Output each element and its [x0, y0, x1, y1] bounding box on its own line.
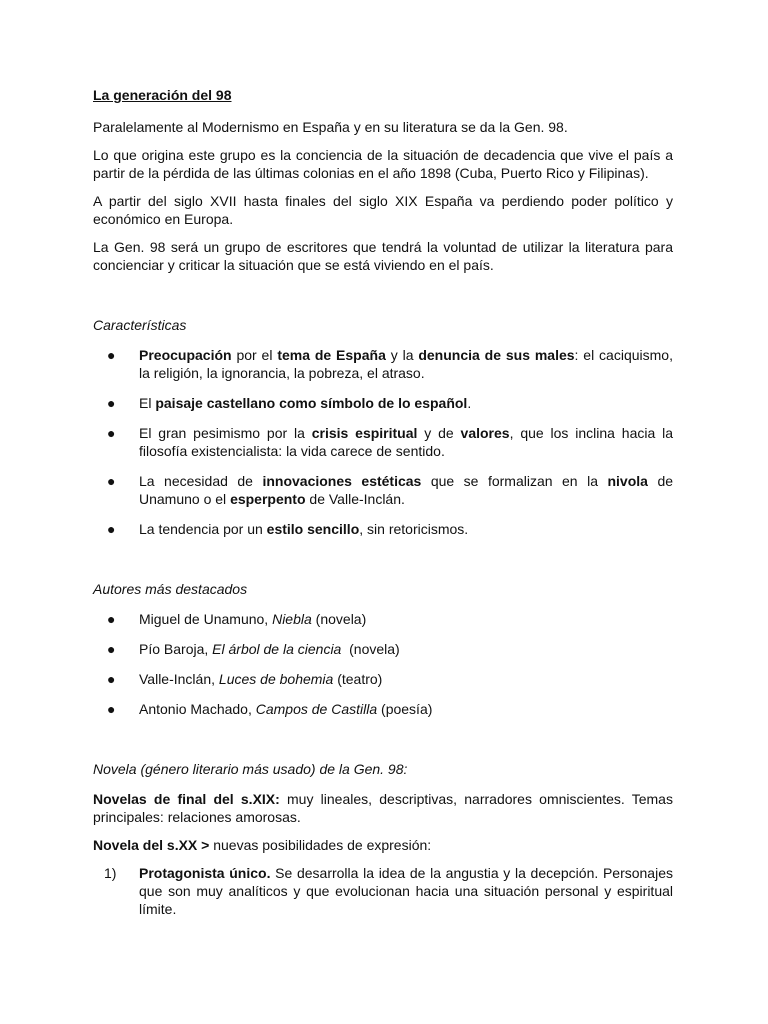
author-name: Pío Baroja,: [139, 641, 213, 657]
text-run: por el: [231, 347, 278, 363]
list-item: [93, 640, 673, 658]
text-run: La tendencia por un: [139, 521, 267, 537]
paragraph-intro: Paralelamente al Modernismo en España y en su literatura se da la Gen. 98.: [93, 119, 568, 135]
list-item: [93, 424, 673, 460]
section-heading-autores: Autores más destacados: [93, 581, 248, 597]
bold-term: nivola: [607, 473, 648, 489]
spacer: [93, 730, 673, 760]
novela-numbered-list: [93, 864, 673, 918]
text-run: , que los inclina hacia la filosofía existencialista: la vida carece de sentido.: [139, 425, 674, 459]
list-item: [93, 610, 673, 628]
bold-term: paisaje castellano como símbolo de lo español: [155, 395, 468, 411]
bold-term: Preocupación: [139, 347, 232, 363]
text-run: muy lineales, descriptivas, narradores omniscientes. Temas principales: relaciones amorosas.: [93, 791, 673, 825]
work-genre: (poesía): [377, 701, 433, 717]
list-number: 1): [104, 865, 117, 881]
section-heading-novela: Novela (género literario más usado) de la Gen. 98:: [93, 761, 408, 777]
bold-term: crisis espiritual: [311, 425, 418, 441]
bullet-icon: ●: [107, 395, 116, 411]
list-item: [93, 670, 673, 688]
paragraph-novela-xix: [93, 790, 673, 826]
text-run: El gran pesimismo por la: [139, 425, 312, 441]
section-heading-caracteristicas: Características: [93, 317, 187, 333]
paragraph-purpose: La Gen. 98 será un grupo de escritores que tendrá la voluntad de utilizar la literatura para concienciar y criticar la situación que se está viviendo en el país.: [93, 239, 673, 273]
work-title: Campos de Castilla: [255, 701, 378, 717]
bullet-icon: ●: [107, 701, 116, 717]
bullet-icon: ●: [107, 641, 116, 657]
text-run: y la: [385, 347, 419, 363]
author-name: Miguel de Unamuno,: [139, 611, 273, 627]
bold-term: tema de España: [277, 347, 386, 363]
bold-term: esperpento: [230, 491, 306, 507]
bold-term: Protagonista único.: [139, 865, 271, 881]
spacer: [93, 284, 673, 316]
numbered-list-item: [93, 864, 673, 918]
author-name: Valle-Inclán,: [139, 671, 219, 687]
text-run: , sin retoricismos.: [359, 521, 469, 537]
paragraph-novela-xx: [93, 836, 673, 854]
text-run: .: [467, 395, 472, 411]
paragraph-decline: A partir del siglo XVII hasta finales del siglo XIX España va perdiendo poder político y económico en Europa.: [93, 193, 673, 227]
text-run: La necesidad de: [139, 473, 263, 489]
list-item: [93, 394, 673, 412]
bullet-icon: ●: [107, 347, 116, 363]
text-run: que se formalizan en la: [421, 473, 608, 489]
list-item: [93, 520, 673, 538]
spacer: [93, 550, 673, 580]
work-genre: (novela): [341, 641, 400, 657]
text-run: y de: [417, 425, 461, 441]
list-item: [93, 472, 673, 508]
text-run: de Unamuno o el: [139, 473, 674, 507]
work-title: Luces de bohemia: [218, 671, 334, 687]
document-page: [93, 86, 673, 930]
list-item: [93, 346, 673, 382]
bold-term: innovaciones estéticas: [262, 473, 422, 489]
list-item: [93, 700, 673, 718]
bold-term: Novela del s.XX >: [93, 837, 210, 853]
text-run: : el caciquismo, la religión, la ignorancia, la pobreza, el atraso.: [139, 347, 673, 381]
bullet-icon: ●: [107, 521, 116, 537]
bold-term: valores: [460, 425, 510, 441]
work-genre: (teatro): [333, 671, 383, 687]
autores-list: [93, 610, 673, 718]
bold-term: Novelas de final del s.XIX:: [93, 791, 280, 807]
document-title: La generación del 98: [93, 87, 232, 103]
text-run: de Valle-Inclán.: [305, 491, 405, 507]
text-run: nuevas posibilidades de expresión:: [209, 837, 432, 853]
text-run: El: [139, 395, 156, 411]
work-genre: (novela): [311, 611, 367, 627]
work-title: El árbol de la ciencia: [212, 641, 342, 657]
text-run: Se desarrolla la idea de la angustia y la decepción. Personajes que son muy analíticos y que evolucionan hacia una situación personal y espiritual límite.: [139, 865, 673, 917]
work-title: Niebla: [272, 611, 312, 627]
bold-term: denuncia de sus males: [418, 347, 575, 363]
paragraph-origin: Lo que origina este grupo es la conciencia de la situación de decadencia que vive el país a partir de la pérdida de las últimas colonias en el año 1898 (Cuba, Puerto Rico y Filipinas).: [93, 147, 673, 181]
bold-term: estilo sencillo: [266, 521, 360, 537]
author-name: Antonio Machado,: [139, 701, 256, 717]
bullet-icon: ●: [107, 473, 116, 489]
bullet-icon: ●: [107, 671, 116, 687]
bullet-icon: ●: [107, 425, 116, 441]
caracteristicas-list: [93, 346, 673, 538]
bullet-icon: ●: [107, 611, 116, 627]
